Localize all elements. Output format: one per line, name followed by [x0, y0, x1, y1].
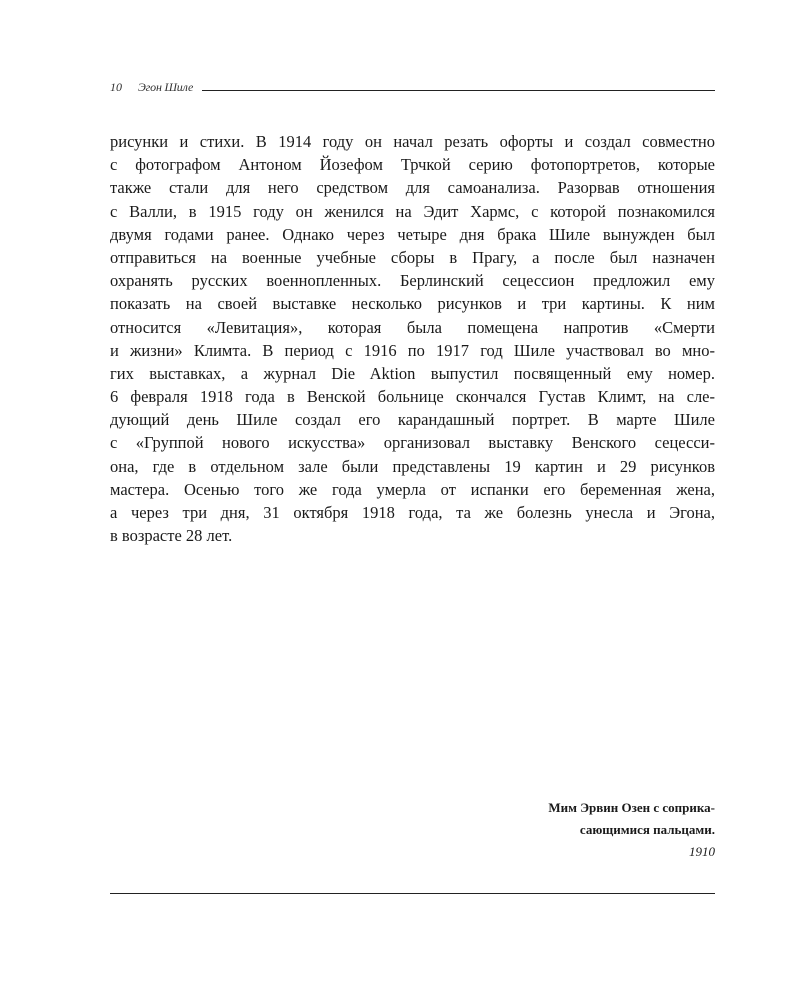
caption-year: 1910 — [689, 844, 715, 859]
page-header — [110, 80, 715, 94]
body-line: мастера. Осенью того же года умерла от испанки его беременная жена, — [110, 479, 715, 499]
body-line: а через три дня, 31 октября 1918 года, та же болезнь унесла и Эгона, — [110, 503, 715, 522]
caption-title-line-2: сающимися пальцами. — [579, 822, 715, 837]
body-line: гих выставках, а журнал Die Aktion выпустил посвященный ему номер. — [110, 363, 715, 383]
body-line: относится «Левитация», которая была помещена напротив «Смерти — [110, 317, 715, 337]
body-line: с «Группой нового искусства» организовал выставку Венского сецесси- — [110, 433, 715, 453]
body-line: двумя годами ранее. Однако через четыре дня брака Шиле вынужден был — [110, 224, 715, 244]
running-title: Эгон Шиле — [138, 80, 194, 94]
footer-rule — [110, 893, 715, 894]
body-line: дующий день Шиле создал его карандашный портрет. В марте Шиле — [110, 410, 715, 430]
body-line: с Валли, в 1915 году он женился на Эдит Хармс, с которой познакомился — [110, 201, 715, 221]
body-line: рисунки и стихи. В 1914 году он начал резать офорты и создал совместно — [110, 132, 715, 151]
header-rule — [202, 90, 715, 91]
body-line: 6 февраля 1918 года в Венской больнице скончался Густав Климт, на сле- — [110, 387, 715, 407]
body-line: она, где в отдельном зале были представлены 19 картин и 29 рисунков — [110, 456, 715, 476]
body-line: также стали для него средством для самоанализа. Разорвав отношения — [110, 178, 715, 198]
caption-title-line-1: Мим Эрвин Озен с соприка- — [548, 800, 715, 815]
body-line: и жизни» Климта. В период с 1916 по 1917 год Шиле участвовал во мно- — [110, 340, 715, 360]
body-text — [110, 130, 715, 547]
body-line: отправиться на военные учебные сборы в Прагу, а после был назначен — [110, 247, 715, 267]
figure-caption — [548, 797, 715, 863]
body-line: с фотографом Антоном Йозефом Трчкой серию фотопортретов, которые — [110, 155, 715, 175]
body-line-last: в возрасте 28 лет. — [110, 526, 233, 546]
page-number: 10 — [110, 80, 122, 94]
body-line: показать на своей выставке несколько рисунков и три картины. К ним — [110, 294, 715, 314]
body-line: охранять русских военнопленных. Берлинский сецессион предложил ему — [110, 271, 715, 291]
